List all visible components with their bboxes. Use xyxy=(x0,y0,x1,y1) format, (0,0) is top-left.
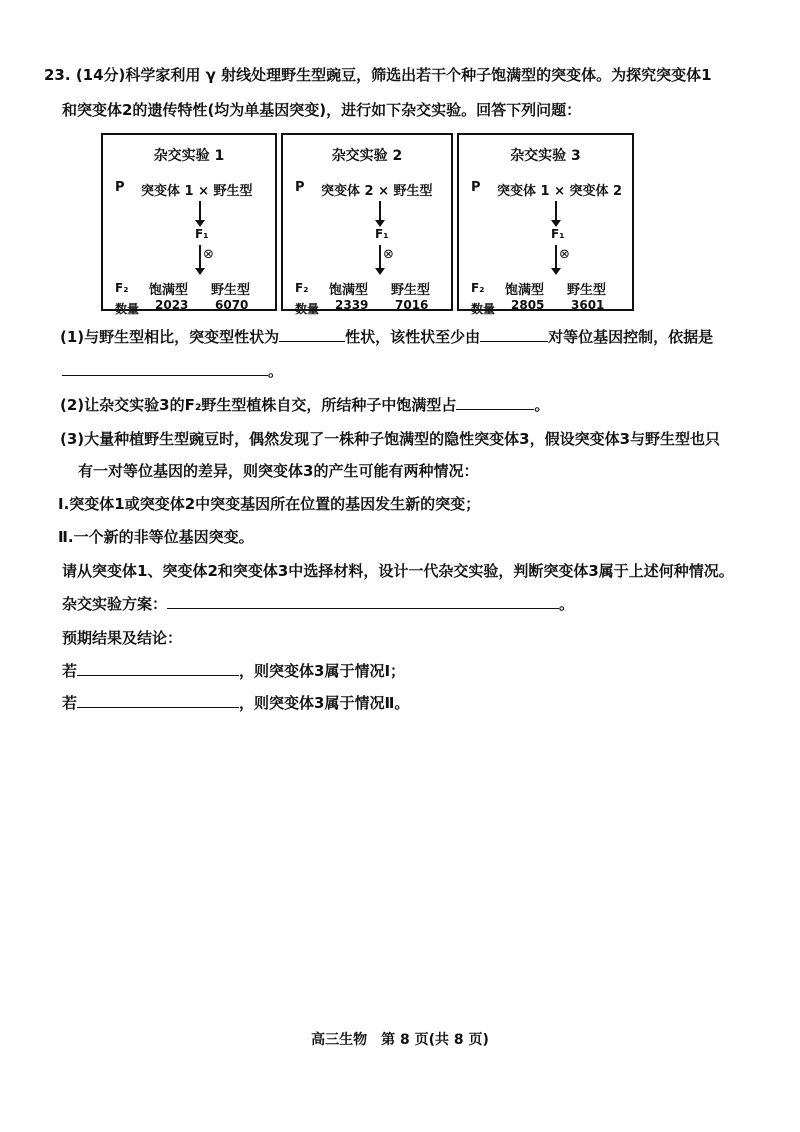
parent-cross: 突变体 1 × 野生型 xyxy=(141,184,253,199)
page-footer: 高三生物 第 8 页(共 8 页) xyxy=(311,1032,489,1048)
experiment-title: 杂交实验 1 xyxy=(153,148,225,164)
task-text: 请从突变体1、突变体2和突变体3中选择材料，设计一代杂交实验，判断突变体3属于上述何种情况。 xyxy=(62,562,734,580)
plan-label: 杂交实验方案： xyxy=(62,595,168,613)
question-intro-1: 科学家利用 γ 射线处理野生型豌豆，筛选出若干个种子饱满型的突变体。为探究突变体1 xyxy=(125,66,712,84)
phenotype-wild: 野生型 xyxy=(391,283,431,298)
if-prefix: 若 xyxy=(62,694,78,712)
answer-blank[interactable] xyxy=(62,361,268,376)
q1-text-c: 对等位基因控制，依据是 xyxy=(548,328,714,346)
f2-label: F₂ xyxy=(471,281,485,295)
count-wild: 3601 xyxy=(571,298,605,312)
expect-label: 预期结果及结论： xyxy=(62,629,183,647)
experiment-title: 杂交实验 2 xyxy=(331,148,403,164)
answer-blank[interactable] xyxy=(279,327,345,342)
question-points: (14分) xyxy=(75,66,126,84)
result-answer-blank[interactable] xyxy=(77,693,239,708)
count-label: 数量 xyxy=(295,302,320,316)
if-prefix: 若 xyxy=(62,662,78,680)
phenotype-plump: 饱满型 xyxy=(505,283,545,298)
question-stem-line2: 和突变体2的遗传特性(均为单基因突变)，进行如下杂交实验。回答下列问题： xyxy=(62,101,582,119)
count-plump: 2339 xyxy=(335,298,369,312)
parent-label: P xyxy=(295,180,305,195)
sub-question-2 xyxy=(60,394,549,415)
cross-experiment-1 xyxy=(101,133,277,316)
if-suffix: ，则突变体3属于情况Ⅱ。 xyxy=(239,694,410,712)
answer-blank[interactable] xyxy=(456,395,534,410)
parent-label: P xyxy=(115,180,125,195)
parent-label: P xyxy=(471,180,481,195)
q2-text: (2)让杂交实验3的F₂野生型植株自交，所结种子中饱满型占 xyxy=(60,396,457,414)
phenotype-wild: 野生型 xyxy=(567,283,607,298)
cross-experiment-3 xyxy=(457,133,634,316)
q2-end: 。 xyxy=(534,396,550,414)
count-wild: 7016 xyxy=(395,298,429,312)
sub-question-1 xyxy=(60,326,713,347)
phenotype-plump: 饱满型 xyxy=(149,283,189,298)
down-arrow-icon xyxy=(199,201,201,225)
sub-question-1-reason xyxy=(62,360,283,381)
down-arrow-icon xyxy=(379,201,381,225)
count-label: 数量 xyxy=(471,302,496,316)
case-1: Ⅰ.突变体1或突变体2中突变基因所在位置的基因发生新的突变； xyxy=(58,495,481,513)
phenotype-plump: 饱满型 xyxy=(329,283,369,298)
plan-line xyxy=(62,593,574,614)
phenotype-wild: 野生型 xyxy=(211,283,251,298)
cross-experiment-2 xyxy=(281,133,453,316)
down-arrow-icon xyxy=(379,245,381,273)
result-answer-blank[interactable] xyxy=(77,661,239,676)
if-suffix: ，则突变体3属于情况Ⅰ； xyxy=(239,662,406,680)
f1-label: F₁ xyxy=(375,227,389,241)
plan-answer-blank[interactable] xyxy=(167,594,559,609)
count-plump: 2023 xyxy=(155,298,189,312)
q1-end: 。 xyxy=(268,362,284,380)
f1-label: F₁ xyxy=(195,227,209,241)
q1-text-a: (1)与野生型相比，突变型性状为 xyxy=(60,328,280,346)
f1-label: F₁ xyxy=(551,227,565,241)
answer-blank[interactable] xyxy=(480,327,548,342)
case-2: Ⅱ.一个新的非等位基因突变。 xyxy=(58,528,254,546)
experiment-title: 杂交实验 3 xyxy=(510,148,581,164)
down-arrow-icon xyxy=(555,245,557,273)
down-arrow-icon xyxy=(199,245,201,273)
down-arrow-icon xyxy=(555,201,557,225)
count-label: 数量 xyxy=(115,302,140,316)
selfing-icon: ⊗ xyxy=(559,247,570,262)
count-plump: 2805 xyxy=(511,298,545,312)
selfing-icon: ⊗ xyxy=(203,247,214,262)
selfing-icon: ⊗ xyxy=(383,247,394,262)
parent-cross: 突变体 2 × 野生型 xyxy=(321,184,433,199)
sub-question-3-line2: 有一对等位基因的差异，则突变体3的产生可能有两种情况： xyxy=(78,462,479,480)
count-wild: 6070 xyxy=(215,298,249,312)
if-case-1 xyxy=(62,660,405,681)
if-case-2 xyxy=(62,692,409,713)
q1-text-b: 性状，该性状至少由 xyxy=(345,328,481,346)
question-stem-line1 xyxy=(44,64,712,85)
plan-end: 。 xyxy=(559,595,575,613)
sub-question-3-line1: (3)大量种植野生型豌豆时，偶然发现了一株种子饱满型的隐性突变体3，假设突变体3与野生型也只 xyxy=(60,430,721,448)
f2-label: F₂ xyxy=(295,281,309,295)
question-number: 23. xyxy=(44,66,71,84)
parent-cross: 突变体 1 × 突变体 2 xyxy=(497,184,623,199)
f2-label: F₂ xyxy=(115,281,129,295)
